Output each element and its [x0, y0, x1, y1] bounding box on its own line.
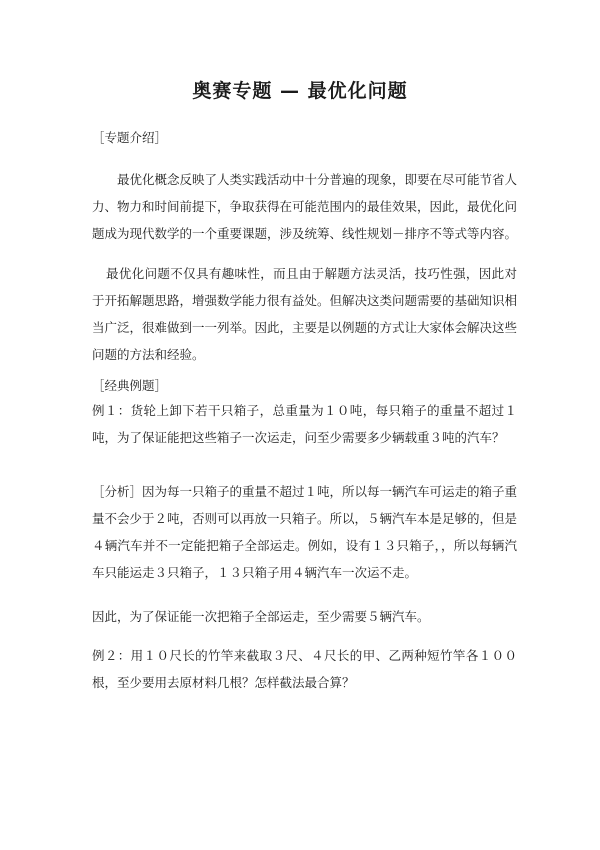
section-label-intro: ［专题介绍］	[92, 130, 168, 145]
example-1-conclusion: 因此，为了保证能一次把箱子全部运走，至少需要５辆汽车。	[92, 609, 430, 624]
page-title: 奥赛专题 — 最优化问题	[192, 80, 408, 102]
intro-paragraph-1: 最优化概念反映了人类实践活动中十分普遍的现象，即要在尽可能节省人力、物力和时间前提下，争取获得在可能范围内的最佳效果，因此，最优化问题成为现代数学的一个重要课题，涉及统筹、线性规划－排序不等式等内容。	[92, 172, 518, 241]
intro-paragraph-2: 最优化问题不仅具有趣味性，而且由于解题方法灵活，技巧性强，因此对于开拓解题思路，增强数学能力很有益处。但解决这类问题需要的基础知识相当广泛，很难做到一一列举。因此，主要是以例题的方式让大家体会解决这些问题的方法和经验。	[92, 266, 518, 362]
example-1-analysis: ［分析］因为每一只箱子的重量不超过１吨，所以每一辆汽车可运走的箱子重量不会少于２吨，否则可以再放一只箱子。所以，５辆汽车本是足够的，但是４辆汽车并不一定能把箱子全部运走。例如，设有１３只箱子，，所以每辆汽车只能运走３只箱子，１３只箱子用４辆汽车一次运不走。	[92, 484, 518, 580]
section-label-examples: ［经典例题］	[92, 378, 168, 393]
example-1-question: 例１：货轮上卸下若干只箱子，总重量为１０吨，每只箱子的重量不超过１吨，为了保证能把这些箱子一次运走，问至少需要多少辆载重３吨的汽车？	[92, 403, 517, 445]
example-2-question: 例２：用１０尺长的竹竿来截取３尺、４尺长的甲、乙两种短竹竿各１００根，至少要用去原材料几根？怎样截法最合算？	[92, 648, 517, 690]
